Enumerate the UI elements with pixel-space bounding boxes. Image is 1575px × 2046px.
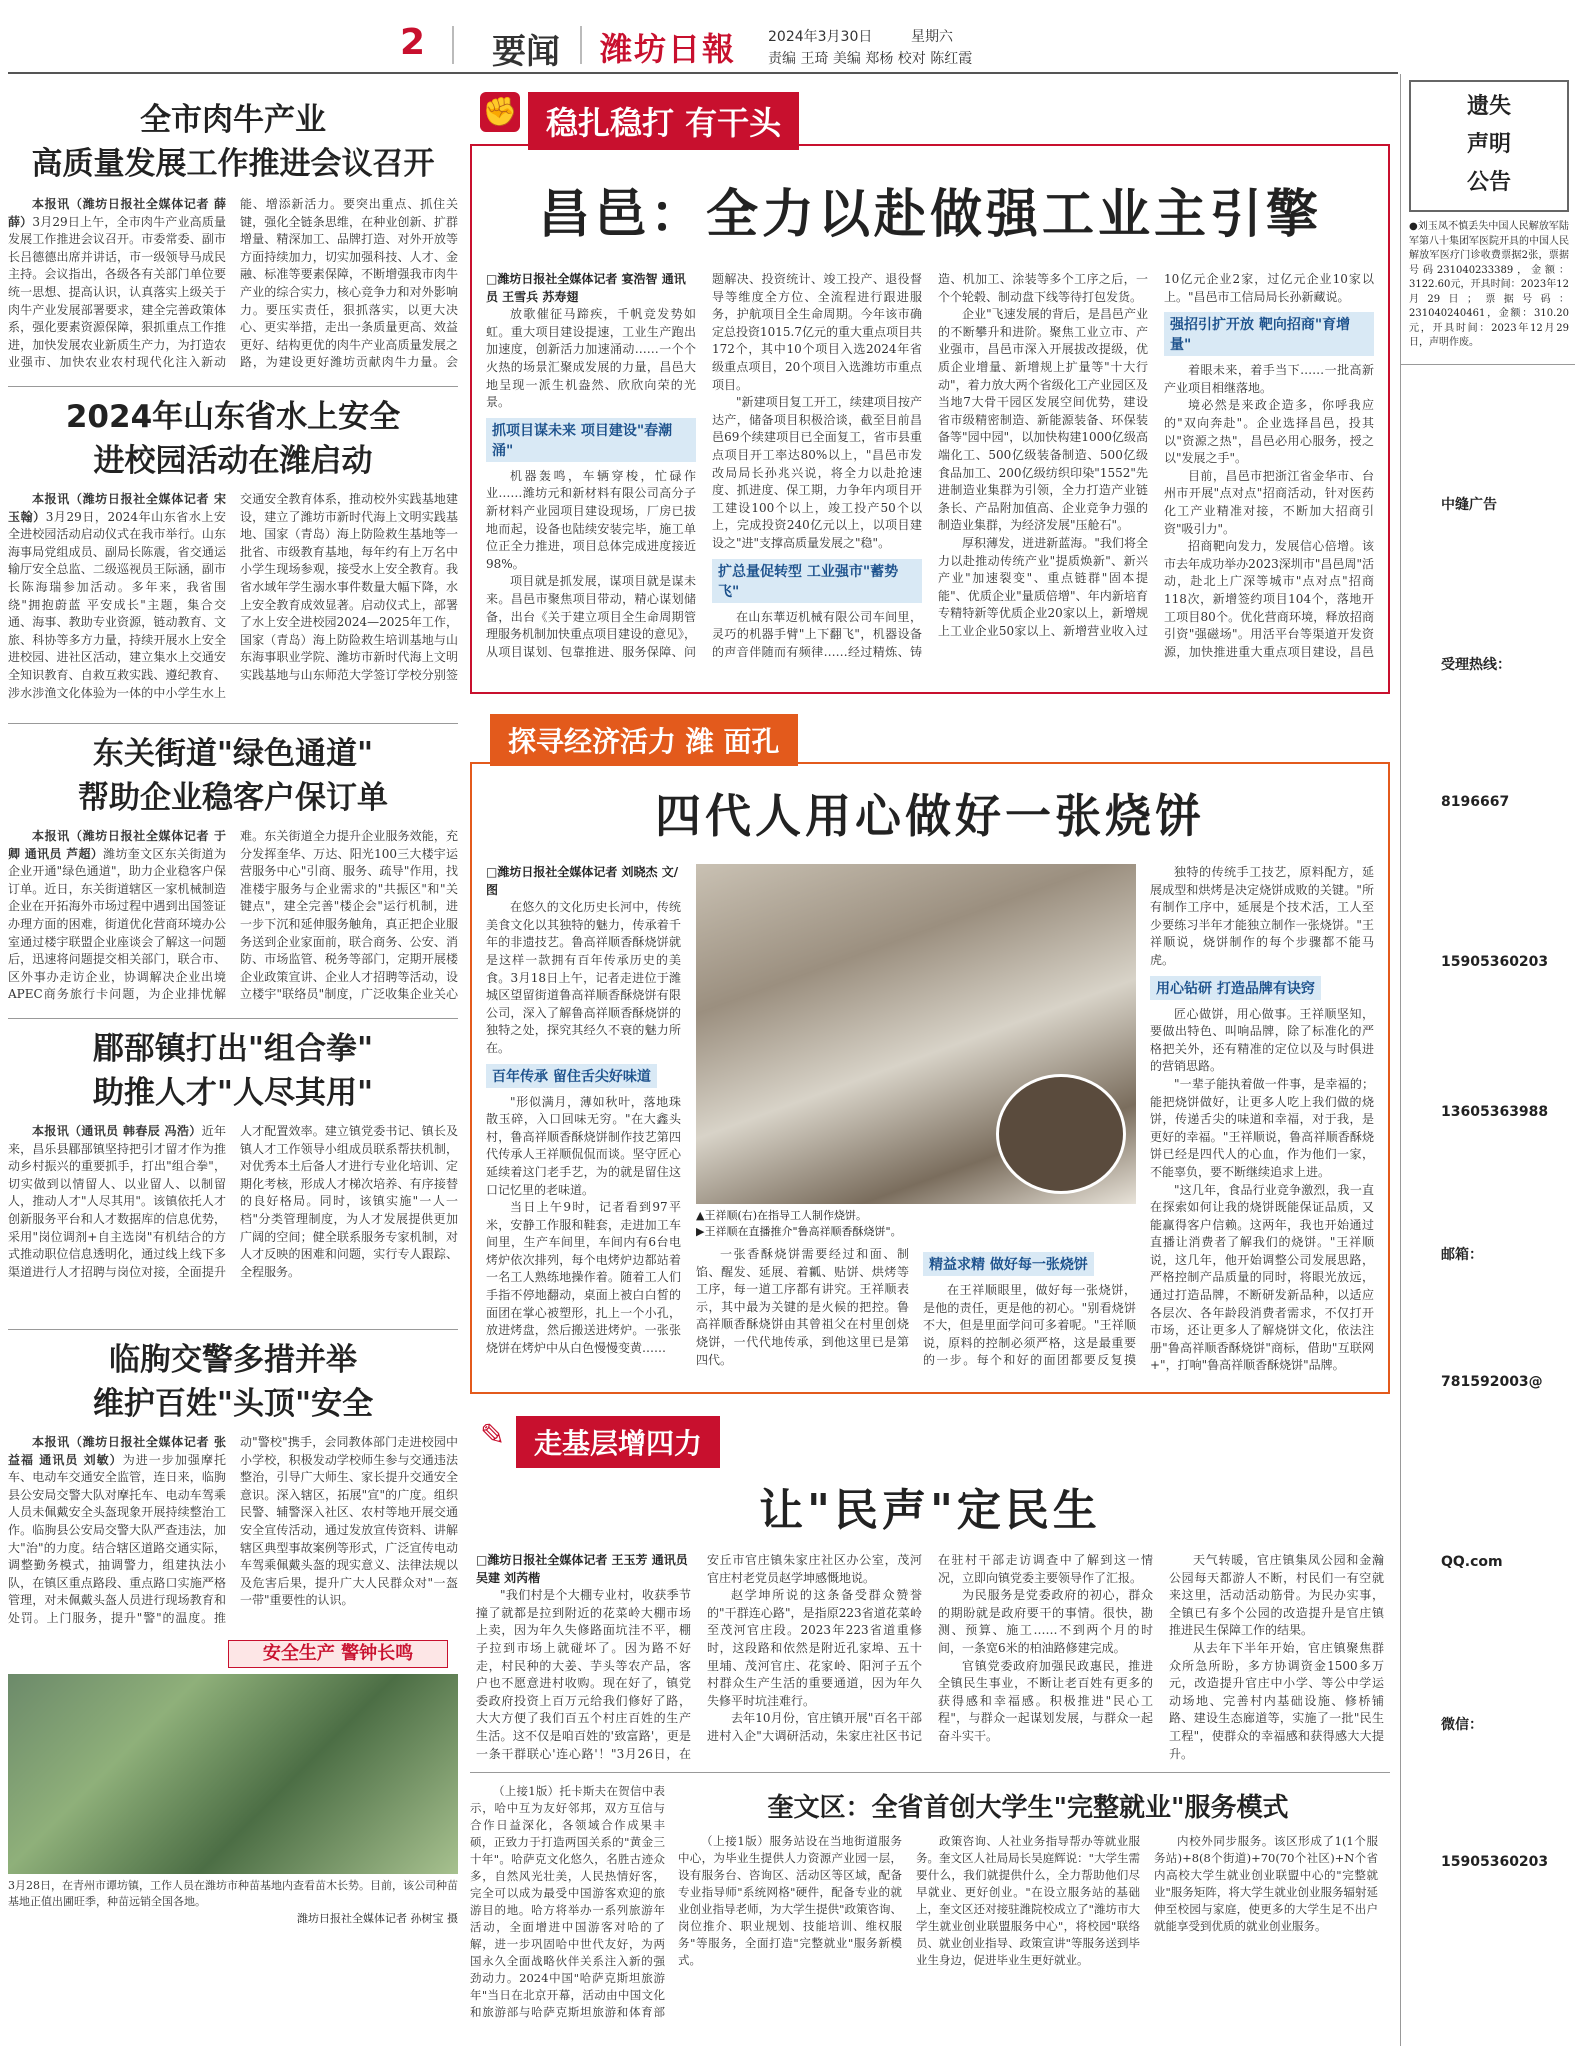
story2-subhead: 用心钻研 打造品牌有诀窍 bbox=[1150, 976, 1321, 1000]
article-title-line2: 帮助企业稳客户保订单 bbox=[78, 780, 388, 816]
article-traffic-police bbox=[8, 1338, 458, 1630]
article-byline: 本报讯（潍坊日报社全媒体记者 宋玉翰） bbox=[8, 492, 226, 524]
fist-icon: ✊ bbox=[480, 92, 520, 132]
story3-body bbox=[470, 1552, 1390, 1764]
header-rule bbox=[8, 72, 1398, 74]
article-byline: 本报讯（潍坊日报社全媒体记者 张益福 通讯员 刘敏） bbox=[8, 1435, 226, 1467]
story3-para: 天气转暖，官庄镇集凤公园和金瀚公园每天都游人不断，村民们一有空就来这里，活动活动筋骨。为民办实事，全镇已有多个公园的改造提升是官庄镇推进民生保障工作的结果。 bbox=[1169, 1553, 1384, 1638]
email-address: 781592003@ bbox=[1441, 1374, 1543, 1390]
safety-banner bbox=[8, 1634, 458, 1674]
email-label: 邮箱： bbox=[1441, 1247, 1483, 1263]
story2-subhead: 精益求精 做好每一张烧饼 bbox=[923, 1252, 1094, 1276]
story1-para: 企业"飞速发展的背后，是昌邑产业的不断攀升和进阶。聚焦工业立市、产业强市，昌邑市深入开展拔改提级，优质企业增量、新增规上扩量等"十大行动"，着力放大两个省级化工产业园区及当地7大骨干园区发展空间优势，建设省市级精密制造、新能源装备、环保装备等"园中园"，以加快构建1000亿级高端化工、500亿级装备制造、500亿级食品加工、200亿级纺织印染"1552"先进制造业集群为引领，全力打造产业链条长、产品附加值高、企业竞争力强的制造业集群，为经济发展"压舱石"。 bbox=[938, 307, 1148, 533]
story2-para: 在王祥顺眼里，做好每一张烧饼，是他的责任，更是他的初心。"别看烧饼不大，但是里面学问可多着呢。"王祥顺说，原料的控制必须严格，这是最重要的一步。每个和好的面团都要反复摸 bbox=[923, 1283, 1136, 1368]
story1-para: 招商靶向发力，发展信心倍增。该市去年成功举办2023深圳市"昌邑周"活动，赴北上广深等城市"点对点"招商118次，新增签约项目104个，落地开工项目80个。优化营商环境，释放招商引资"强磁场"。用活平台等渠道开发资源，加快推进重大重点项目建设，昌邑 bbox=[1164, 539, 1374, 659]
story2-para: 一张香酥烧饼需要经过和面、制馅、醒发、延展、着瓤、贴饼、烘烤等工序，每一道工序都有讲究。王祥顺表示，其中最为关键的是火候的把控。鲁高祥顺香酥烧饼由其曾祖父在村里创烧烧饼，一代代地传承，到他这里已是第四代。 bbox=[696, 1247, 909, 1367]
sidebar-title: 遗失声明公告 bbox=[1466, 94, 1511, 195]
article-separator bbox=[8, 1018, 458, 1019]
photo-caption: ▲王祥顺(右)在指导工人制作烧饼。 bbox=[696, 1209, 868, 1222]
story1-para: 放歌催征马蹄疾，千帆竞发势如虹。重大项目建设提速，工业生产跑出加速度，创新活力加速涌动……一个个火热的场景汇聚成发展的力量，昌邑大地呈现一派生机盎然、欣欣向荣的光景。 bbox=[486, 307, 696, 410]
story1-subhead: 扩总量促转型 工业强市"蓄势飞" bbox=[712, 559, 922, 603]
wechat-label: 微信： bbox=[1441, 1717, 1483, 1733]
kicker-row bbox=[470, 1410, 1390, 1466]
story1-byline: □潍坊日报社全媒体记者 宴浩智 通讯员 王雪兵 苏寿翅 bbox=[486, 272, 686, 304]
story1-para: 在山东華迈机械有限公司车间里，灵巧的机器手臂"上下翻飞"，机器设备的声音伴随而有频律……经过精炼、铸造、机加工、涂装等多个工序之后，一个个轮毂、制动盘下线等待打包发货。 bbox=[712, 272, 1148, 659]
article-byline: 本报讯（通讯员 韩春辰 冯浩） bbox=[32, 1124, 202, 1138]
story2-title: 四代人用心做好一张烧饼 bbox=[655, 789, 1205, 843]
seedling-photo bbox=[8, 1674, 458, 1874]
story1-para: 机器轰鸣，车辆穿梭，忙碌作业……潍坊元和新材料有限公司高分子新材料产业园项目建设现场，厂房已拔地而起，设备也陆续安装完毕，施工单位正全力推进，项目总体完成进度接近98%。 bbox=[486, 468, 696, 571]
phone-number: 8196667 bbox=[1441, 794, 1510, 810]
issue-weekday: 星期六 bbox=[911, 29, 953, 45]
pen-icon: ✎ bbox=[480, 1418, 506, 1453]
story2-para: 独特的传统手工技艺，原料配方，延展成型和烘烤是决定烧饼成败的关键。"所有制作工序中，延展是个技术活，工人至少要练习半年才能独立制作一张烧饼。"王祥顺说，烧饼制作的每个步骤都不能马虎。 bbox=[1150, 865, 1374, 967]
email-domain: QQ.com bbox=[1441, 1554, 1503, 1570]
story4-title: 奎文区：全省首创大学生"完整就业"服务模式 bbox=[767, 1793, 1289, 1823]
hotline-label: 受理热线： bbox=[1441, 657, 1511, 673]
phone-number: 13605363988 bbox=[1441, 1104, 1549, 1120]
story2-para: 匠心做饼，用心做事。王祥顺坚知，要做出特色、叫响品牌，除了标准化的严格把关外，还有精准的定位以及与时俱进的营销思路。 bbox=[1150, 1006, 1374, 1074]
story1-para: "新建项目复工开工，续建项目按产达产，储备项目积极洽谈，截至目前昌邑69个续建项目已全面复工，省市县重点项目开工率达80%以上，"昌邑市发改局局长孙兆兴说，将全力以赴抢速度、抓进度、保工期，力争年内项目开工建设100个以上，竣工投产50个以上，完成投资240亿元以上，以项目建设之"进"支撑高质量发展之"稳"。 bbox=[712, 395, 922, 550]
article-separator bbox=[8, 723, 458, 724]
sidebar-divider bbox=[1401, 364, 1575, 365]
kicker-row bbox=[470, 706, 1390, 762]
article-separator bbox=[8, 1329, 458, 1330]
safety-tag: 安全生产 警钟长鸣 bbox=[228, 1640, 448, 1668]
article-title-line1: 东关街道"绿色通道" bbox=[92, 736, 374, 772]
article-separator bbox=[8, 386, 458, 387]
lost-notice: ●刘玉凤不慎丢失中国人民解放军陆军第八十集团军医院开具的中国人民解放军医疗门诊收费票据2张，票据号码231040233389，金额：3122.60元，开具时间：2023年12月29日；票据号码：231040240461，金额：310.20元，开具时间：2023年12月29日，声明作废。 bbox=[1409, 221, 1569, 348]
article-title-line2: 高质量发展工作推进会议召开 bbox=[31, 146, 435, 182]
story3-para: 为民服务是党委政府的初心，群众的期盼就是政府要干的事情。很快，勘测、预算、施工……不到两个月的时间，一条宽6米的柏油路修建完成。 bbox=[938, 1588, 1153, 1655]
article-body: 3月29日上午，全市肉牛产业高质量发展工作推进会议召开。市委常委、副市长吕德德出席并讲话，市一级领导马成民主持。会议指出，各级各有关部门单位要统一思想、提高认识，认真落实上级关于肉牛产业发展部署要求，建全完善政策体系，强化要素资源保障，狠抓重点工作推进，加快发展农业新质生产力，为打造农业强市、加快农业农村现代化注入新动能、增添新活力。要突出重点、抓住关键，强化全链条思维，在种业创新、扩群增量、精深加工、品牌打造、对外开放等方面持续加力，切实加强科技、人才、金融、标准等要素保障，不断增强我市肉牛产业的综合实力，核心竞争力和对外影响力。要压实责任，狠抓落实，以更大决心、更实举措，走出一条质量更高、效益更好、结构更优的肉牛产业高质量发展之路，为建设更好潍坊贡献肉牛力量。会 bbox=[8, 197, 458, 370]
classified-sidebar bbox=[1400, 74, 1575, 2046]
ad-label: 中缝广告 bbox=[1441, 497, 1497, 513]
story3-para: 去年10月份，官庄镇开展"百名干部进村入企"大调研活动，朱家庄社区书记在驻村干部走访调查中了解到这一情况，立即向镇党委主要领导作了汇报。 bbox=[707, 1553, 1153, 1743]
story3-title: 让"民声"定民生 bbox=[759, 1485, 1101, 1536]
story1-title: 昌邑：全力以赴做强工业主引擎 bbox=[537, 184, 1322, 245]
header-divider bbox=[580, 26, 582, 64]
story4-para: 政策咨询、人社业务指导帮办等就业服务。奎文区人社局局长吴庭辉说："大学生需要什么，我们就提供什么，全力帮助他们尽早就业、更好创业。"在设立服务站的基础上，奎文区还对接驻潍院校成立了"潍坊市大学生就业创业联盟服务中心"，将校园"联络员、就业创业指导、政策宣讲"等服务送到毕业生身边，促进毕业生更好就业。 bbox=[916, 1834, 1140, 1967]
lost-notice-title-box bbox=[1409, 80, 1569, 212]
story1-para: 着眼未来，着手当下……一批高新产业项目相继落地。 bbox=[1164, 363, 1374, 395]
article-title-line2: 维护百姓"头顶"安全 bbox=[92, 1386, 374, 1422]
wechat-id: 15905360203 bbox=[1441, 1854, 1549, 1870]
article-dongguan-street bbox=[8, 732, 458, 1008]
article-beef-industry bbox=[8, 98, 458, 376]
story2-box bbox=[470, 762, 1390, 1394]
article-title-line2: 进校园活动在潍启动 bbox=[93, 443, 373, 479]
editor-credits: 责编 王琦 美编 郑杨 校对 陈红霞 bbox=[768, 51, 973, 67]
story2-para: 当日上午9时，记者看到97平米，安静工作服和鞋套，走进加工车间里，生产车间里，车间内有6台电烤炉依次排列，每个电烤炉边都站着一名工人熟练地操作着。随着工人们手指不停地翻动，桌面上被白白皙的面团在掌心被塑形，扎上一个小孔，放进烤盘，然后搬送进烤炉。一张张烧饼在烤炉中从白色慢慢变黄…… bbox=[486, 1200, 681, 1355]
article-body: 近年来，昌乐县郿郚镇坚持把引才留才作为推动乡村振兴的重要抓手，打出"组合拳"，切实做到以情留人、以业留人、以制留人，推动人才"人尽其用"。该镇依托人才创新服务平台和人才数据库的信息优势，采用"岗位调剂+自主选岗"有机结合的方式推动职位信息透明化，通过线上线下多渠道进行人才招聘与岗位对接，全面提升人才配置效率。建立镇党委书记、镇长及镇人才工作领导小组成员联系帮扶机制，对优秀本土后备人才进行专业化培训、定期化考核，形成人才梯次培养、有序接替的良好格局。同时，该镇实施"一人一档"分类管理制度，为人才发展提供更加广阔的空间；健全联系服务专家机制，对人才反映的困难和问题，实行专人跟踪、全程服务。 bbox=[8, 1124, 458, 1279]
story1-para: 目前，昌邑市把浙江省金华市、台州市开展"点对点"招商活动，针对医药化工产业精准对接，不断加大招商引资"吸引力"。 bbox=[1164, 468, 1374, 536]
page-number: 2 bbox=[400, 22, 426, 63]
article-title-line1: 郿郚镇打出"组合拳" bbox=[92, 1031, 374, 1067]
livestream-inset-photo bbox=[996, 1074, 1126, 1194]
article-body: 3月29日，2024年山东省水上安全进校园活动启动仪式在我市举行。山东海事局党组成员、副局长陈震，省交通运输厅安全总监、二级巡视员王际涵，副市长陈海瑞参加活动。多年来，我省围绕"拥抱蔚蓝 平安成长"主题，集合交通、海事、教助专业资源，链动教育、文旅、科协等多方力量，持续开展水上安全进校园、进社区活动，建立集水上交通安全知识教育、自救互救实践、遵纪教育、涉水涉渔文化体验为一体的中小学生水上交通安全教育体系，推动校外实践基地建设，建立了潍坊市新时代海上文明实践基地、国家（青岛）海上防险救生基地等一批省、市级教育基地，每年约有上万名中小学生现场参观，接受水上安全教育。我省水域年学生溺水事件数量大幅下降，水上安全教育成效显著。启动仪式上，部署了水上安全进校园2024—2025年工作，国家（青岛）海上防险救生培训基地与山东海事职业学院、潍坊市新时代海上文明实践基地与山东师范大学签订学校分别签 bbox=[8, 492, 458, 700]
left-column bbox=[8, 80, 458, 1926]
article-byline: 本报讯（潍坊日报社全媒体记者 薛薛） bbox=[8, 197, 226, 229]
story1-para: 厚积薄发，迸进新蓝海。"我们将全力以赴推动传统产业"提质焕新"、新兴产业"加速裂变"、重点链群"固本提能"、优质企业"量质倍增"、年内新培育专精特新等优质企业20家以上，新增规上工业企业50家以上、新增营业收入过10亿元企业2家，过亿元企业10家以上。"昌邑市工信局局长孙新藏说。 bbox=[938, 272, 1374, 638]
photo-caption: 3月28日，在青州市谭坊镇，工作人员在潍坊市种苗基地内查看苗木长势。目前，该公司种苗基地正值出圃旺季，种苗远销全国各地。 bbox=[8, 1879, 458, 1908]
story4-para: （上接1版）服务站设在当地街道服务中心，为毕业生提供人力资源产业园一层，设有服务台、咨询区、活动区等区域，配备专业指导师"系统网格"硬件，配备专业的就业创业指导老师，为大学生提供"政策咨询、岗位推介、职业规划、技能培训、维权服务"等服务，全面打造"完整就业"服务新模式。 bbox=[678, 1834, 902, 1967]
article-title-line1: 2024年山东省水上安全 bbox=[65, 399, 401, 435]
story3-para: 赵学坤所说的这条备受群众赞誉的"干群连心路"，是指原223省道花菜岭至茂河官庄段。2023年223省道重修时，这段路和依然是附近孔家埠、五十里埔、茂河官庄、花家岭、阳河子五个村群众生产生活的重要通道，因为年久失修平时坑洼难行。 bbox=[707, 1588, 922, 1708]
bakery-photo bbox=[696, 864, 1136, 1204]
story1-para: 境必然是来政企造多，你呼我应的"双向奔赴"。企业选择昌邑，投其以"资源之热"，昌邑必用心服务，授之以"发展之手"。 bbox=[1164, 398, 1374, 466]
story2-para: "一辈子能执着做一件事，是幸福的；能把烧饼做好，让更多人吃上我们做的烧饼，传递舌尖的味道和幸福，对于我，是更好的幸福。"王祥顺说，鲁高祥顺香酥烧饼已经是四代人的心血，作为他们一家，不能辜负，要不断继续追求上进。 bbox=[1150, 1076, 1374, 1179]
article-title-line1: 临朐交警多措并举 bbox=[109, 1342, 357, 1378]
story1-box bbox=[470, 144, 1390, 694]
issue-date: 2024年3月30日 bbox=[768, 29, 873, 45]
story2-byline: □潍坊日报社全媒体记者 刘晓杰 文/图 bbox=[486, 865, 679, 897]
story2-para: "形似满月，薄如秋叶，落地珠散玉碎，入口回味无穷。"在大鑫头村，鲁高祥顺香酥烧饼制作技艺第四代传承人王祥顺侃侃而谈。坚守匠心延续着这门老手艺，为的就是留住这口记忆里的老味道。 bbox=[486, 1094, 681, 1197]
article-title-line1: 全市肉牛产业 bbox=[140, 102, 326, 138]
story2-kicker: 探寻经济活力 潍 面孔 bbox=[490, 714, 798, 766]
inset-caption: ▶王祥顺在直播推介"鲁高祥顺香酥烧饼"。 bbox=[696, 1225, 902, 1238]
article-title-line2: 助推人才"人尽其用" bbox=[92, 1075, 374, 1111]
phone-number: 15905360203 bbox=[1441, 954, 1549, 970]
story3-kicker: 走基层增四力 bbox=[516, 1416, 720, 1468]
story3-para: 官镇党委政府加强民政惠民，推进全镇民生事业，不断让老百姓有更多的获得感和幸福感。积极推进"民心工程"，与群众一起谋划发展，与群众一起奋斗实干。 bbox=[938, 1658, 1153, 1743]
story1-kicker: 稳扎稳打 有干头 bbox=[528, 92, 799, 150]
newspaper-logo: 潍坊日報 bbox=[600, 30, 737, 68]
article-talent bbox=[8, 1027, 458, 1319]
article-body: 潍坊奎文区东关街道为企业开通"绿色通道"，助力企业稳客户保订单。近日，东关街道辖区一家机械制造企业在开拓海外市场过程中遇到出国签证办理方面的困难，街道优化营商环境办公室通过楼宇联盟企业座谈会了解这一问题后，迅速将问题提交相关部门，联合市、区外事办走访企业，协调解决企业出境APEC商务旅行卡问题，为企业排忧解难。东关街道全力提升企业服务效能，充分发挥奎华、万达、阳光100三大楼宇运营服务中心"引商、服务、疏导"作用，找准楼宇服务与企业需求的"共振区"和"关键点"，建全完善"楼企会"运行机制，进一步下沉和延伸服务触角，真正把企业服务送到企业家面前，联合商务、公安、消防、市场监管、税务等部门，定期开展楼企业政策宣讲、企业人才招聘等活动，设立楼宇"联络员"制度，广泛收集企业关心 bbox=[8, 829, 458, 1002]
story4-area bbox=[470, 1772, 1390, 2020]
story4-para: （上接1版）托卡斯夫在贺信中表示，哈中互为友好邻邦，双方互信与合作日益深化，各领域合作成果丰硕，正致力于打造两国关系的"黄金三十年"。哈萨克文化悠久，名胜古迹众多，自然风光壮美，人民热情好客，完全可以成为最受中国游客欢迎的旅游目的地。哈方将举办一系列旅游年活动，全面增进中国游客对哈的了解，进一步巩固哈中世代友好，为两国永久全面战略伙伴关系注入新的强劲动力。2024中国"哈萨克斯坦旅游年"当日在北京开幕，活动由中国文化和旅游部与哈萨克斯坦旅游和体育部 bbox=[470, 1784, 665, 2019]
story1-para: 项目就是抓发展，谋项目就是谋未来。昌邑市聚焦项目带动，精心谋划储备，出台《关于建立项目全生命周期管理服务机制加快重点项目建设的意见》，从项目谋划、包靠推进、服务保障、问题解决、投资统计、竣工投产、退役督导等维度全方位、全流程进行跟进服务，护航项目全生命周期。今年该市确定总投资1015.7亿元的重大重点项目共172个，其中10个项目入选2024年省级重点项目，20个项目入选潍坊市重点项目。 bbox=[486, 272, 922, 659]
page-header bbox=[0, 0, 1575, 72]
article-byline: 本报讯（潍坊日报社全媒体记者 于卿 通讯员 芦超） bbox=[8, 829, 226, 861]
story2-para: "这几年，食品行业竞争激烈，我一直在探索如何让我的烧饼既能保证品质，又能赢得客户信赖。这两年，我也开始通过直播让消费者了解我们的烧饼。"王祥顺说，这几年，他开始调整公司发展思路，严格控制产品质量的同时，将眼光放远，通过打造品牌，不断研发新品种，以适应各层次、各年龄段消费者需求，不仅打开市场，还让更多人了解烧饼文化，依法注册"鲁高祥顺香酥烧饼"商标，借助"互联网+"，打响"鲁高祥顺香酥烧饼"品牌。 bbox=[1150, 1182, 1374, 1373]
section-name: 要闻 bbox=[492, 32, 560, 72]
story3-byline: □潍坊日报社全媒体记者 王玉芳 通讯员 吴建 刘芮楷 bbox=[476, 1553, 688, 1585]
story2-subhead: 百年传承 留住舌尖好味道 bbox=[486, 1064, 657, 1088]
header-divider bbox=[452, 26, 454, 64]
article-body: 为进一步加强摩托车、电动车交通安全监管，连日来，临朐县公安局交警大队对摩托车、电动车驾乘人员未佩戴安全头盔现象开展持续整治工作。临朐县公安局交警大队严查违法，加大"治"的力度。结合辖区道路交通实际，调整勤务模式，抽调警力，组建执法小队，在镇区重点路段、重点路口实施严格管理，对未佩戴头盔人员进行现场教育和处罚。上门服务，提升"警"的温度。推动"警校"携手，会同教体部门走进校园中小学校，积极发动学校师生参与交通违法整治，引导广大师生、家长提升交通安全意识。深入辖区，拓展"宣"的广度。组织民警、辅警深入社区、农村等地开展交通安全宣传活动，通过发放宣传资料、讲解辖区典型事故案例等形式，广泛宣传电动车驾乘佩戴头盔的现实意义、法律法规以及危害后果，提升广大人民群众对"一盔一带"重要性的认识。 bbox=[8, 1435, 458, 1625]
story2-para: 在悠久的文化历史长河中，传统美食文化以其独特的魅力，传承着千年的非遗技艺。鲁高祥顺香酥烧饼就是这样一款拥有百年传承历史的美食。3月18日上午，记者走进位于潍城区望留街道鲁高祥顺香酥烧饼有限公司，深入了解鲁高祥顺香酥烧饼的独特之处，探究其经久不衰的魅力所在。 bbox=[486, 900, 681, 1055]
story3-para: "我们村是个大棚专业村，收获季节撞了就都是拉到附近的花菜岭大棚市场上卖，因为年久失修路面坑洼不平，棚子拉到市场上就碰坏了。因为路不好走，村民种的大姜、芋头等农产品，客户也不愿意进村收购。现在好了，镇党委政府投资上百万元给我们修好了路，大大方便了我们百五个村庄百姓的生产生活。这不仅是咱百姓的'致富路'，更是一条干群联心'连心路'！"3月26日，在安丘市官庄镇朱家庄社区办公室，茂河官庄村老党员赵学坤感慨地说。 bbox=[476, 1553, 922, 1761]
story4-para: 内校外同步服务。该区形成了1(1个服务站)+8(8个街道)+70(70个社区)+N个省内高校大学生就业创业联盟中心的"完整就业"服务矩阵，将大学生就业创业服务辐射延伸至校园与家庭，使更多的大学生足不出户就能享受到优质的就业创业服务。 bbox=[1154, 1834, 1378, 1933]
main-column bbox=[470, 80, 1390, 2020]
story3-para: 从去年下半年开始，官庄镇聚焦群众所急所盼，多方协调资金1500多万元，改造提升官庄中小学、等公中学运动场地、完善村内基础设施、修桥铺路、建设生态廊道等，实施了一批"民生工程"，使群众的幸福感和获得感大大提升。 bbox=[1169, 1640, 1384, 1761]
article-water-safety bbox=[8, 395, 458, 713]
photo-credit: 潍坊日报社全媒体记者 孙树宝 摄 bbox=[297, 1912, 458, 1925]
story1-subhead: 强招引扩开放 靶向招商"育增量" bbox=[1164, 312, 1374, 356]
kicker-row bbox=[470, 80, 1390, 144]
story1-subhead: 抓项目谋未来 项目建设"春潮涌" bbox=[486, 418, 696, 462]
